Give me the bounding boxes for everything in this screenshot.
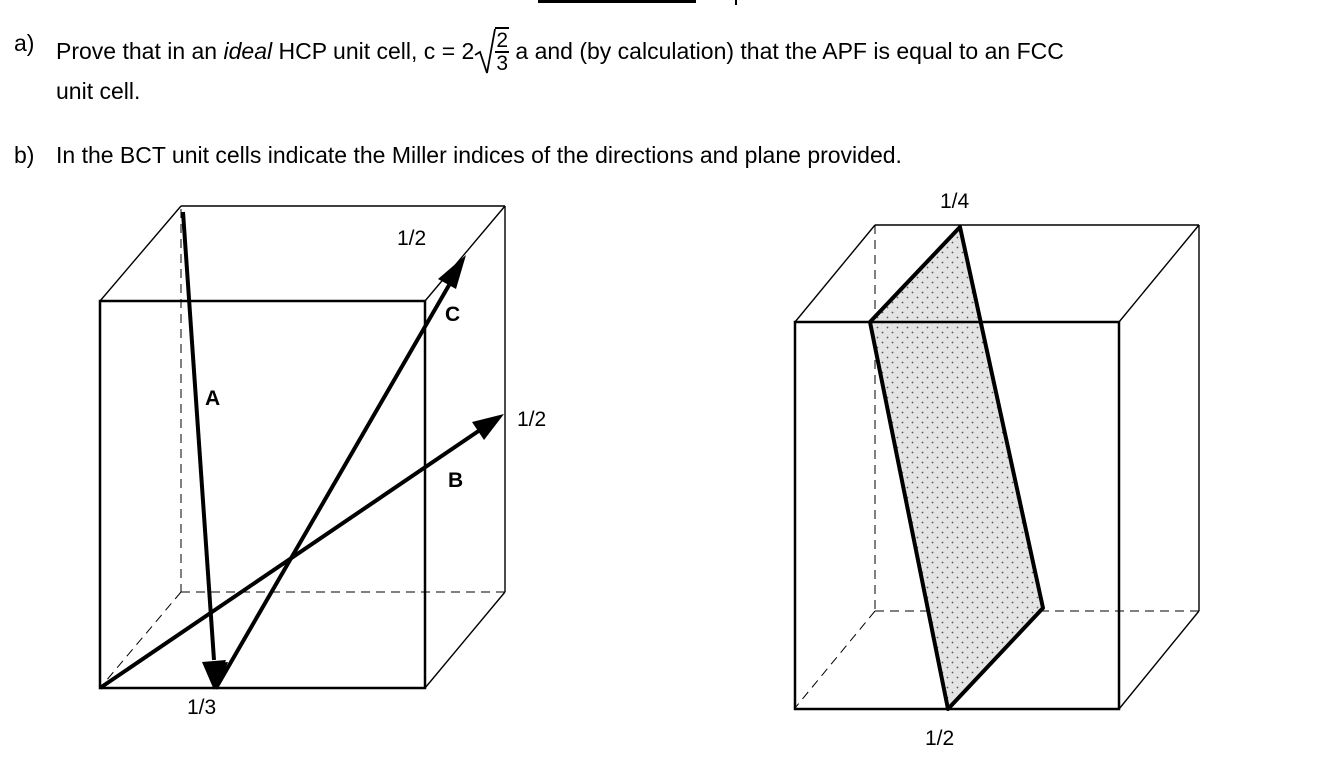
left-label-top-half: 1/2 xyxy=(397,227,427,250)
arrow-a xyxy=(183,212,214,660)
fraction-denominator: 3 xyxy=(496,51,508,75)
question-a-marker: a) xyxy=(14,30,35,56)
left-cell-direction-arrows xyxy=(100,212,504,690)
question-a-italic-word: ideal xyxy=(223,38,273,65)
question-b-text: In the BCT unit cells indicate the Miller indices of the directions and plane provided. xyxy=(56,142,902,168)
left-label-side-half: 1/2 xyxy=(517,408,547,431)
left-label-a: A xyxy=(205,387,221,410)
left-label-b: B xyxy=(448,469,464,492)
arrow-b-head xyxy=(472,414,504,440)
left-unit-cell xyxy=(100,206,546,719)
question-b-marker: b) xyxy=(14,142,35,168)
left-label-c: C xyxy=(445,303,461,326)
question-a-text-part2: HCP unit cell, c = 2 xyxy=(272,38,475,65)
left-label-bottom-third: 1/3 xyxy=(187,696,217,719)
right-unit-cell xyxy=(795,190,1199,750)
right-label-top-quarter: 1/4 xyxy=(940,190,970,213)
question-a-text-part1: Prove that in an xyxy=(56,38,224,65)
arrow-b xyxy=(100,430,480,688)
arrow-c-head xyxy=(438,255,466,289)
question-a-text-part3: a and (by calculation) that the APF is equal to an FCC xyxy=(509,38,1064,65)
arrow-c xyxy=(216,280,452,688)
question-a-continuation: unit cell. xyxy=(56,78,141,104)
right-label-bottom-half: 1/2 xyxy=(925,727,955,750)
fraction-numerator: 2 xyxy=(496,28,508,52)
